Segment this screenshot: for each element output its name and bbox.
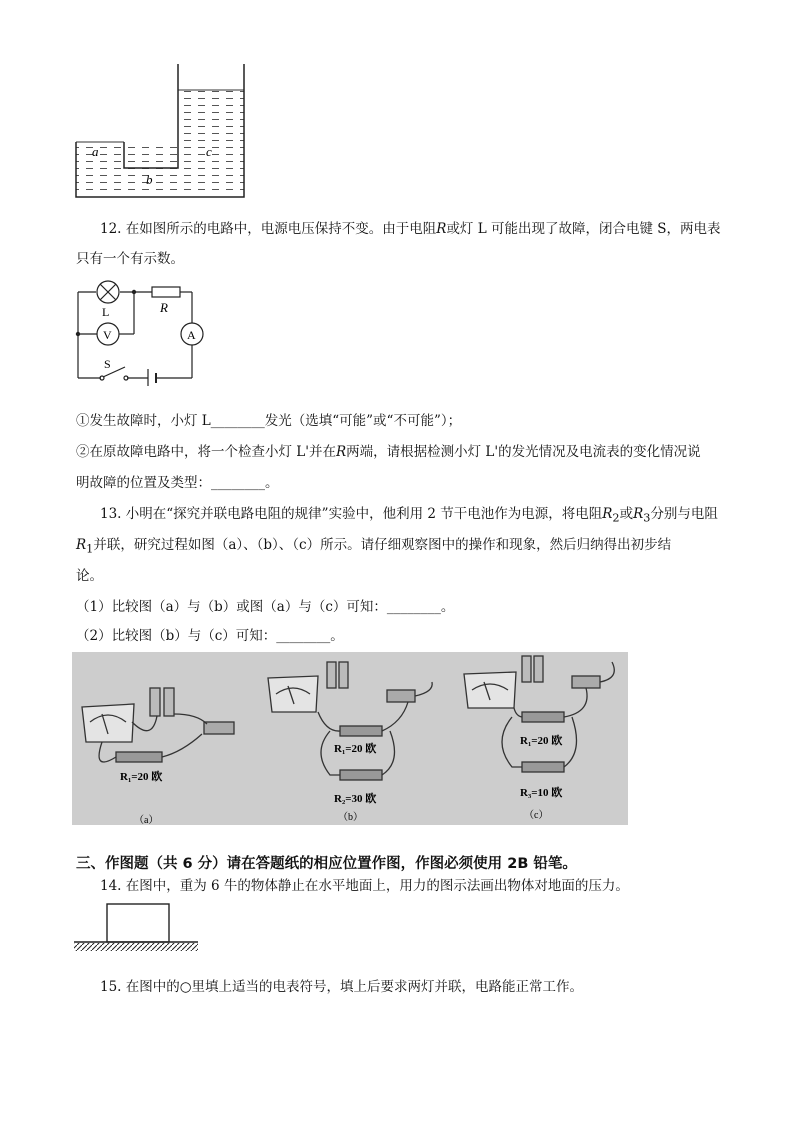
photo-b-r2: R₂=30 欧 xyxy=(334,793,377,805)
q13-experiment-photo xyxy=(72,652,628,825)
photo-c-r1: R₁=20 欧 xyxy=(520,735,563,747)
q12-circuit-diagram xyxy=(68,278,208,386)
q13-sub1: （1）比较图（a）与（b）或图（a）与（c）可知：________。 xyxy=(76,599,455,615)
photo-caption-a: （a） xyxy=(134,815,159,825)
vessel-label-b: b xyxy=(146,172,153,187)
photo-b-r1: R₁=20 欧 xyxy=(334,743,377,755)
photo-caption-b: （b） xyxy=(338,812,363,823)
photo-c-r3: R₃=10 欧 xyxy=(520,787,563,799)
photo-caption-c: （c） xyxy=(524,810,549,821)
q12-line1: 12. 在如图所示的电路中，电源电压保持不变。由于电阻R或灯 L 可能出现了故障，闭合电键 S，两电表 xyxy=(100,221,721,237)
q12-line2: 只有一个有示数。 xyxy=(76,251,184,267)
voltmeter-label: V xyxy=(103,328,112,342)
photo-a-r1: R₁=20 欧 xyxy=(120,771,163,783)
q15-text: 15. 在图中的○里填上适当的电表符号，填上后要求两灯并联，电路能正常工作。 xyxy=(100,979,584,995)
q13-line2: $R_1$并联，研究过程如图（a）、（b）、（c）所示。请仔细观察图中的操作和现象，然后归纳得出初步结 xyxy=(76,537,672,556)
q12-sub1: ①发生故障时，小灯 L________发光（选填“可能”或“不可能”）； xyxy=(76,413,462,429)
q14-text: 14. 在图中，重为 6 牛的物体静止在水平地面上，用力的图示法画出物体对地面的压力。 xyxy=(100,878,629,894)
vessel-label-a: a xyxy=(92,144,99,159)
resistor-label-R: R xyxy=(160,300,168,315)
q12-sub2-line2: 明故障的位置及类型：________。 xyxy=(76,475,279,491)
lamp-label-L: L xyxy=(102,305,110,319)
q13-sub2: （2）比较图（b）与（c）可知：________。 xyxy=(76,628,344,644)
q13-line3: 论。 xyxy=(76,568,103,584)
vessel-label-c: c xyxy=(206,144,212,159)
section3-heading: 三、作图题（共 6 分）请在答题纸的相应位置作图，作图必须使用 2B 铅笔。 xyxy=(76,856,577,872)
ammeter-label: A xyxy=(187,328,196,342)
q13-line1: 13. 小明在“探究并联电路电阻的规律”实验中，他利用 2 节干电池作为电源，将电阻$R_2$或$R_3$分别与电阻 xyxy=(100,506,718,525)
q12-sub2-line1: ②在原故障电路中，将一个检查小灯 L'并在R两端，请根据检测小灯 L'的发光情况及电流表的变化情况说 xyxy=(76,444,701,460)
q14-block-on-ground-figure xyxy=(72,900,200,958)
connected-vessel-figure xyxy=(70,60,250,202)
switch-label-S: S xyxy=(104,357,111,371)
